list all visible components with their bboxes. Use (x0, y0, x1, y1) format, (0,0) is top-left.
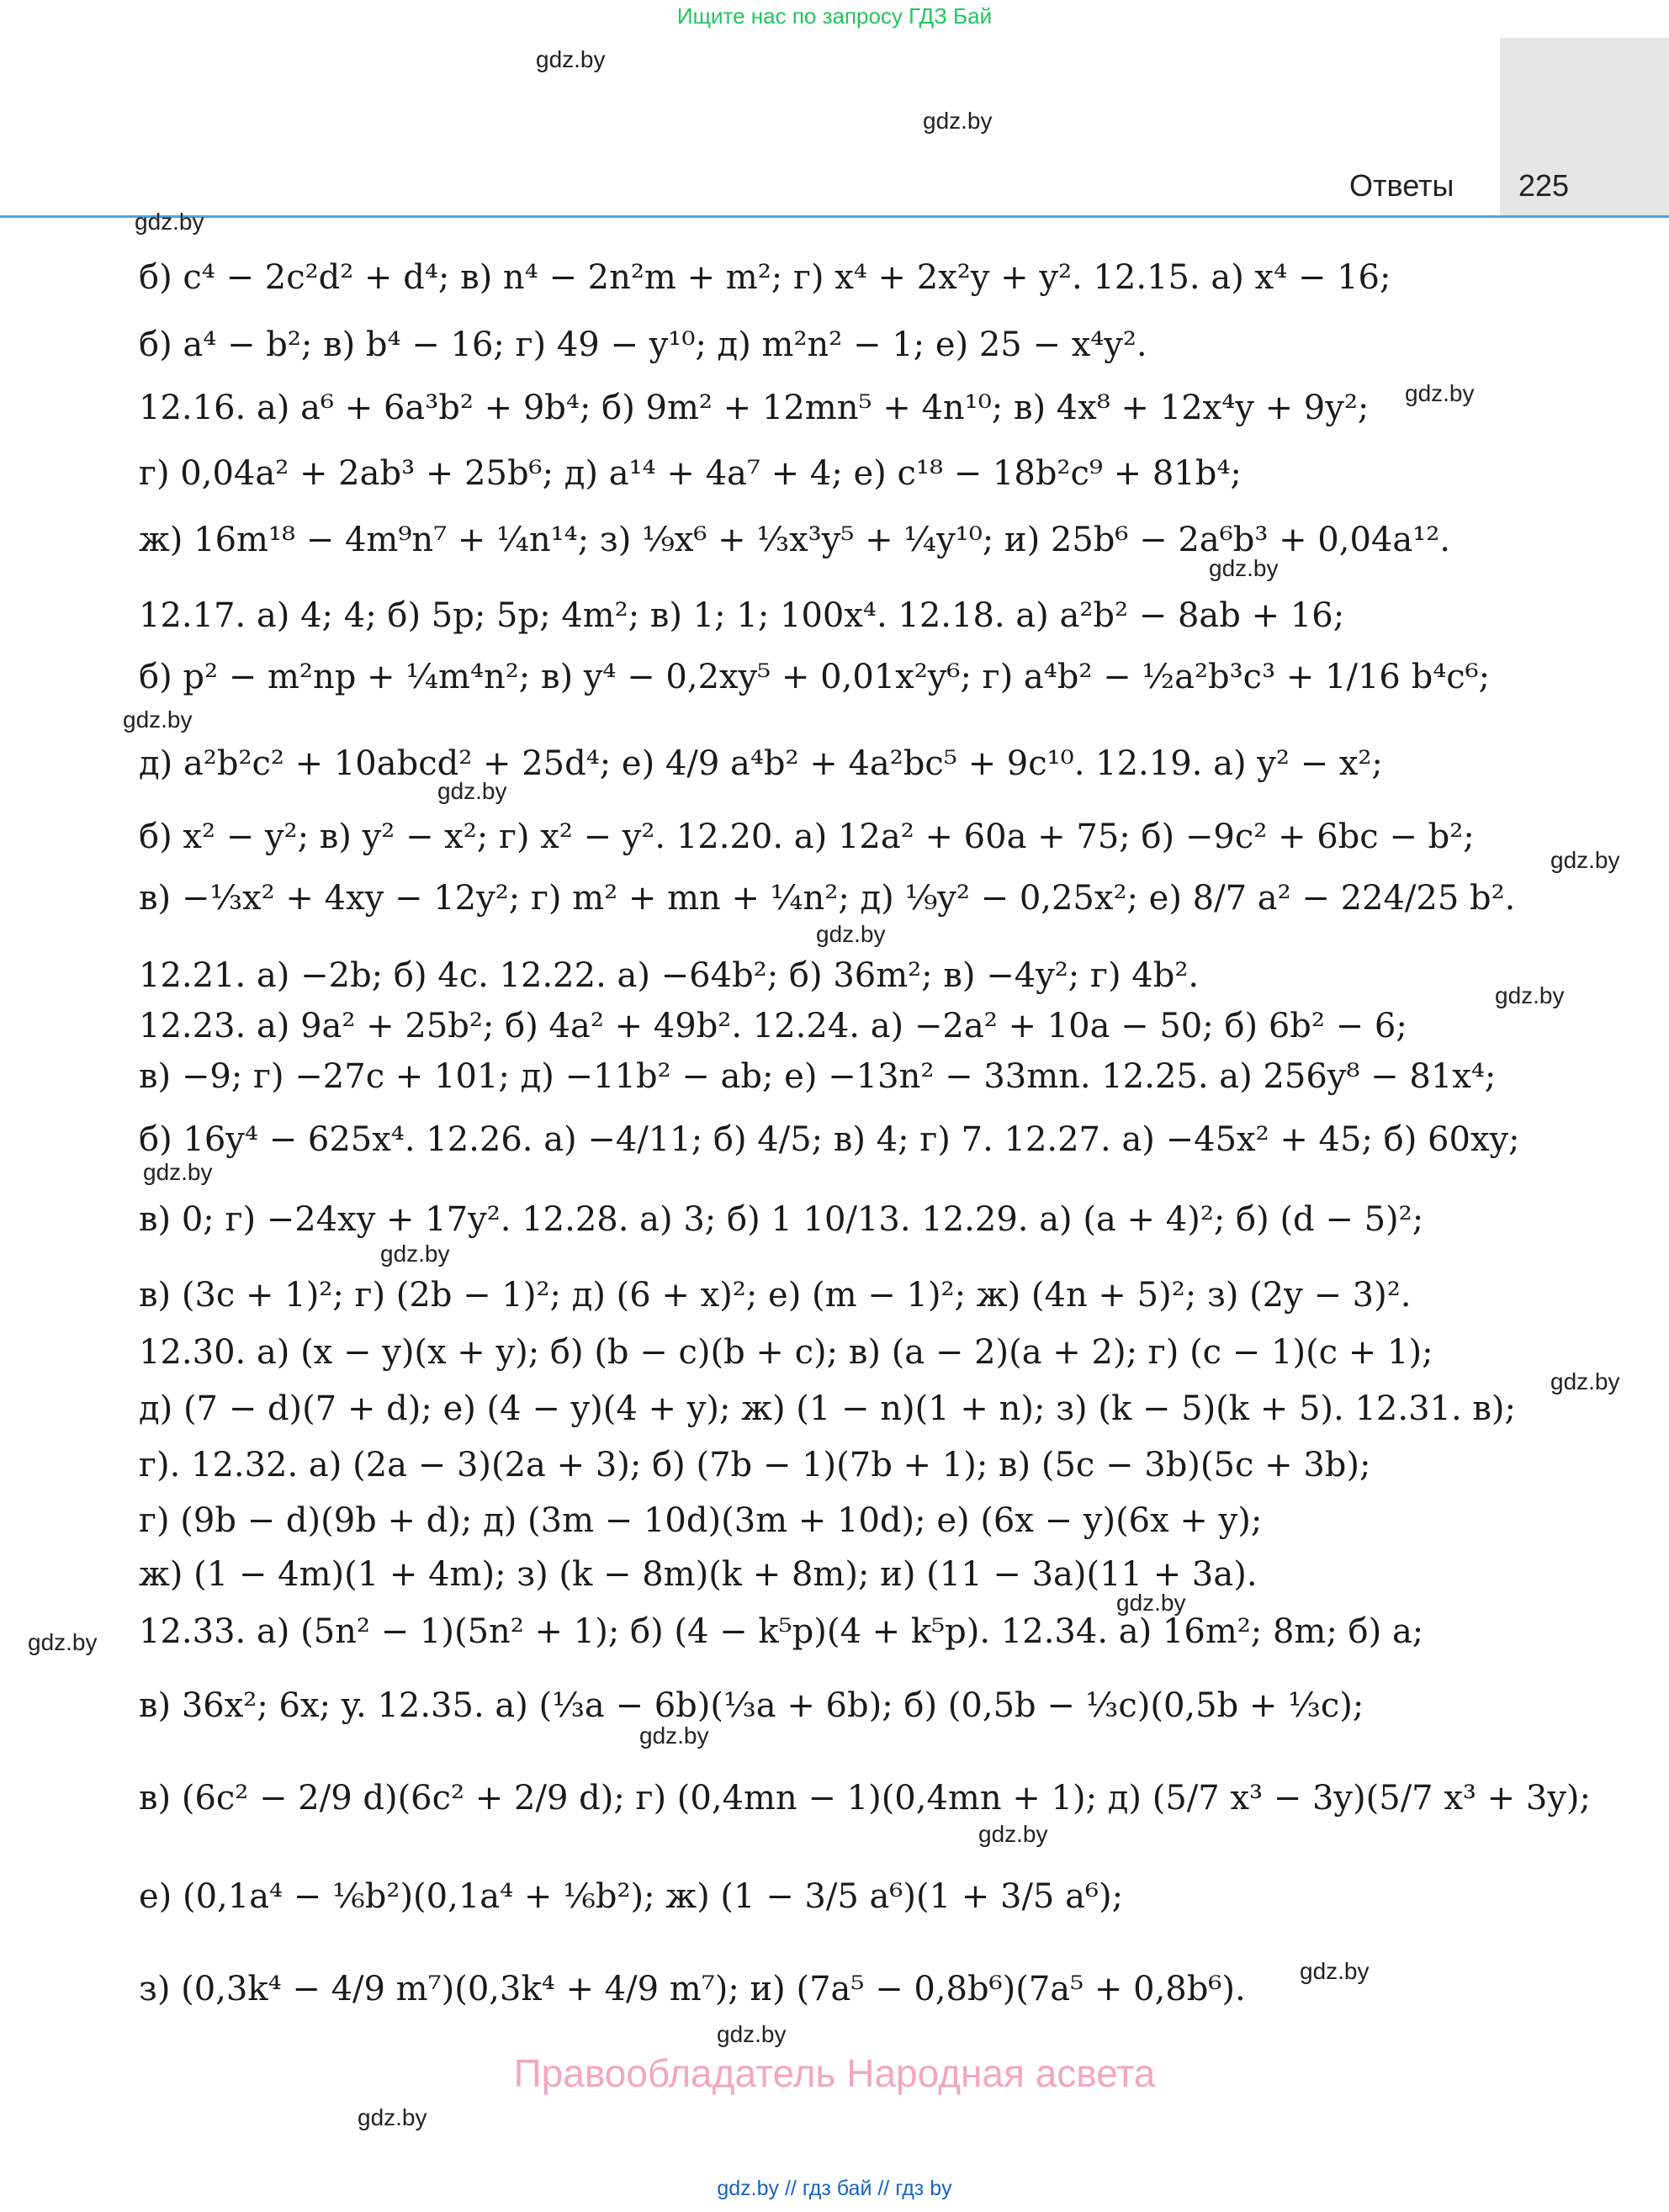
footer-links[interactable]: gdz.by // гдз бай // гдз by (717, 2177, 952, 2200)
watermark: gdz.by (1209, 555, 1279, 581)
watermark: gdz.by (1405, 380, 1475, 406)
answer-line: д) a²b²c² + 10abcd² + 25d⁴; е) 4/9 a⁴b² + 4a²bc⁵ + 9c¹⁰. 12.19. а) y² − x²; (139, 744, 1383, 783)
answer-line: з) (0,3k⁴ − 4/9 m⁷)(0,3k⁴ + 4/9 m⁷); и) (7a⁵ − 0,8b⁶)(7a⁵ + 0,8b⁶). (139, 1970, 1246, 2008)
answer-line: б) c⁴ − 2c²d² + d⁴; в) n⁴ − 2n²m + m²; г) x⁴ + 2x²y + y². 12.15. а) x⁴ − 16; (139, 258, 1391, 297)
answer-line: д) (7 − d)(7 + d); е) (4 − y)(4 + y); ж) (1 − n)(1 + n); з) (k − 5)(k + 5). 12.31. в); (139, 1389, 1516, 1428)
answer-line: г) 0,04a² + 2ab³ + 25b⁶; д) a¹⁴ + 4a⁷ + 4; е) c¹⁸ − 18b²c⁹ + 81b⁴; (139, 454, 1242, 493)
answer-line: 12.30. а) (x − y)(x + y); б) (b − c)(b + c); в) (a − 2)(a + 2); г) (c − 1)(c + 1); (139, 1333, 1433, 1372)
answer-line: 12.21. а) −2b; б) 4c. 12.22. а) −64b²; б) 36m²; в) −4y²; г) 4b². (139, 956, 1200, 995)
watermark: gdz.by (639, 1723, 709, 1749)
watermark: gdz.by (123, 706, 193, 733)
answer-line: в) −⅓x² + 4xy − 12y²; г) m² + mn + ¼n²; д) ⅑y² − 0,25x²; е) 8/7 a² − 224/25 b². (139, 879, 1516, 918)
watermark: gdz.by (816, 921, 886, 947)
answer-line: в) (3c + 1)²; г) (2b − 1)²; д) (6 + x)²; е) (m − 1)²; ж) (4n + 5)²; з) (2y − 3)². (139, 1276, 1412, 1315)
answer-line: 12.23. а) 9a² + 25b²; б) 4a² + 49b². 12.24. а) −2a² + 10a − 50; б) 6b² − 6; (139, 1007, 1407, 1045)
answer-line: б) a⁴ − b²; в) b⁴ − 16; г) 49 − y¹⁰; д) m²n² − 1; е) 25 − x⁴y². (139, 325, 1147, 364)
watermark: gdz.by (358, 2104, 427, 2130)
answer-line: е) (0,1a⁴ − ⅙b²)(0,1a⁴ + ⅙b²); ж) (1 − 3/5 a⁶)(1 + 3/5 a⁶); (139, 1877, 1124, 1916)
watermark: gdz.by (143, 1159, 213, 1185)
top-banner: Ищите нас по запросу ГДЗ Бай (676, 3, 993, 29)
watermark: gdz.by (1550, 1368, 1620, 1394)
watermark: gdz.by (717, 2021, 787, 2047)
answer-line: ж) 16m¹⁸ − 4m⁹n⁷ + ¼n¹⁴; з) ⅑x⁶ + ⅓x³y⁵ + ¼y¹⁰; и) 25b⁶ − 2a⁶b³ + 0,04a¹². (139, 521, 1451, 559)
answer-line: в) −9; г) −27c + 101; д) −11b² − ab; е) −13n² − 33mn. 12.25. а) 256y⁸ − 81x⁴; (139, 1057, 1497, 1096)
answer-line: г) (9b − d)(9b + d); д) (3m − 10d)(3m + 10d); е) (6x − y)(6x + y); (139, 1501, 1263, 1540)
answer-line: 12.33. а) (5n² − 1)(5n² + 1); б) (4 − k⁵p)(4 + k⁵p). 12.34. а) 16m²; 8m; б) a; (139, 1612, 1424, 1651)
watermark: gdz.by (380, 1241, 450, 1267)
answer-line: б) x² − y²; в) y² − x²; г) x² − y². 12.20. а) 12a² + 60a + 75; б) −9c² + 6bc − b²; (139, 818, 1475, 856)
answer-line: 12.16. а) a⁶ + 6a³b² + 9b⁴; б) 9m² + 12mn⁵ + 4n¹⁰; в) 4x⁸ + 12x⁴y + 9y²; (139, 389, 1370, 427)
watermark: gdz.by (1300, 1958, 1370, 1984)
watermark: gdz.by (135, 209, 204, 235)
answer-line: 12.17. а) 4; 4; б) 5p; 5p; 4m²; в) 1; 1; 100x⁴. 12.18. а) a²b² − 8ab + 16; (139, 596, 1345, 635)
page-number: 225 (1518, 168, 1570, 203)
answer-line: в) 0; г) −24xy + 17y². 12.28. а) 3; б) 1 10/13. 12.29. а) (a + 4)²; б) (d − 5)²; (139, 1200, 1424, 1239)
answer-line: в) (6c² − 2/9 d)(6c² + 2/9 d); г) (0,4mn − 1)(0,4mn + 1); д) (5/7 x³ − 3y)(5/7 x³ + 3y); (139, 1779, 1591, 1818)
answer-line: ж) (1 − 4m)(1 + 4m); з) (k − 8m)(k + 8m); и) (11 − 3a)(11 + 3a). (139, 1555, 1258, 1594)
answer-line: в) 36x²; 6x; y. 12.35. а) (⅓a − 6b)(⅓a + 6b); б) (0,5b − ⅓c)(0,5b + ⅓c); (139, 1686, 1364, 1725)
watermark: gdz.by (923, 108, 993, 134)
watermark: gdz.by (28, 1629, 98, 1655)
answer-line: г). 12.32. а) (2a − 3)(2a + 3); б) (7b − 1)(7b + 1); в) (5c − 3b)(5c + 3b); (139, 1446, 1371, 1484)
watermark: gdz.by (1116, 1590, 1186, 1616)
watermark: gdz.by (978, 1821, 1048, 1847)
watermark: gdz.by (536, 46, 606, 72)
watermark: gdz.by (1495, 982, 1565, 1008)
answer-line: б) 16y⁴ − 625x⁴. 12.26. а) −4/11; б) 4/5; в) 4; г) 7. 12.27. а) −45x² + 45; б) 60xy; (139, 1120, 1520, 1159)
watermark: gdz.by (437, 778, 507, 804)
watermark: gdz.by (1550, 847, 1620, 873)
copyright-notice: Правообладатель Народная асвета (513, 2051, 1156, 2095)
header-rule (0, 215, 1669, 218)
answer-line: б) p² − m²np + ¼m⁴n²; в) y⁴ − 0,2xy⁵ + 0,01x²y⁶; г) a⁴b² − ½a²b³c³ + 1/16 b⁴c⁶; (139, 658, 1491, 696)
section-title: Ответы (1349, 168, 1454, 203)
